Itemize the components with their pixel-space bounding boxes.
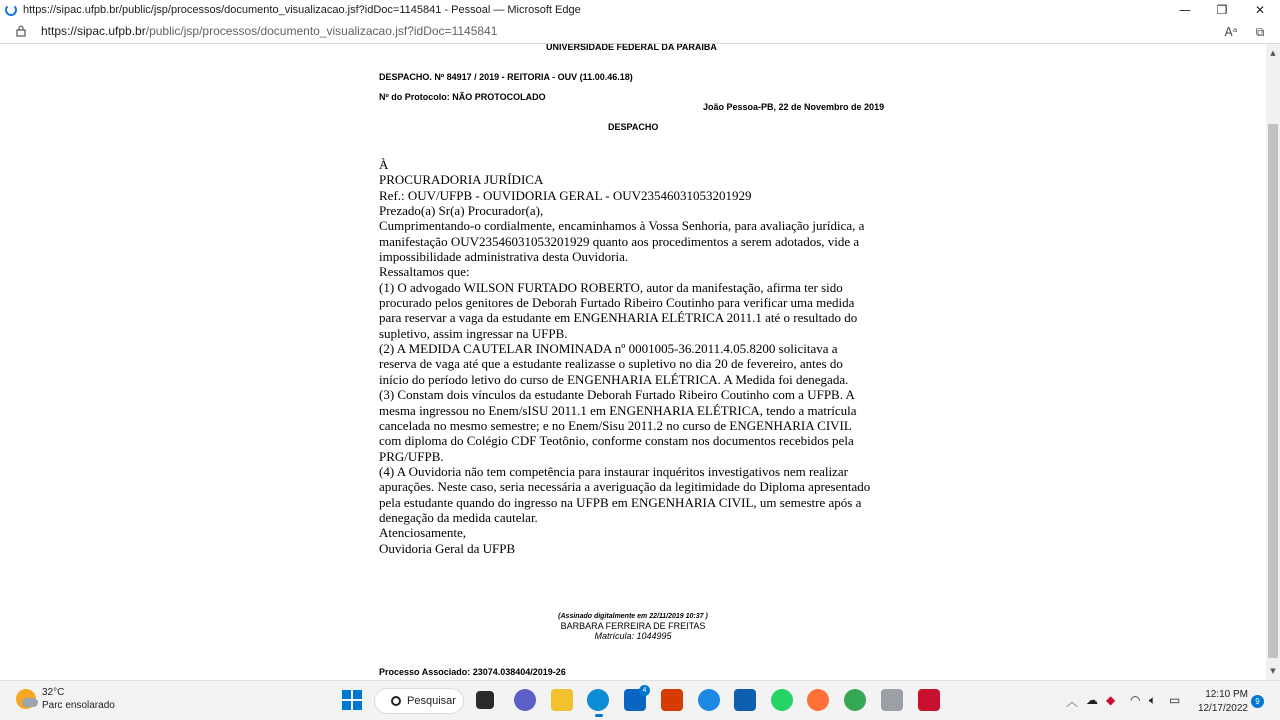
clock[interactable] [1186, 688, 1248, 716]
url-path: /public/jsp/processos/documento_visualizacao.jsf?idDoc=1145841 [145, 24, 498, 38]
title-bar [0, 0, 1280, 20]
search-label: Pesquisar [407, 695, 456, 707]
body-line: cancelada no mesmo semestre; e no Enem/Sisu 2011.2 no curso de ENGENHARIA CIVIL [379, 417, 852, 433]
taskbar [0, 680, 1280, 720]
body-line: Cumprimentando-o cordialmente, encaminhamos à Vossa Senhoria, para avaliação jurídica, a [379, 218, 865, 234]
maximize-button[interactable]: ❐ [1216, 3, 1228, 17]
loading-icon [5, 4, 17, 16]
chrome-icon[interactable] [844, 689, 866, 711]
clock-date: 12/17/2022 [1197, 703, 1248, 714]
snipping-tool-icon[interactable] [881, 689, 903, 711]
file-explorer-icon[interactable] [551, 689, 573, 711]
chat-icon[interactable] [514, 689, 536, 711]
body-line: (3) Constam dois vínculos da estudante Deborah Furtado Ribeiro Coutinho com a UFPB. A [379, 387, 855, 403]
body-line: À [379, 157, 389, 172]
windows-logo-icon [342, 690, 351, 699]
scroll-down-icon[interactable]: ▼ [1270, 667, 1276, 675]
vertical-scrollbar[interactable] [1266, 44, 1280, 680]
weather-temp: 32°C [42, 687, 65, 698]
address-bar [0, 20, 1280, 44]
document-body [379, 157, 889, 556]
signer-name: BARBARA FERREIRA DE FREITAS [560, 621, 706, 631]
body-line: início do período letivo do curso de ENGENHARIA ELÉTRICA. A Medida foi denegada. [379, 371, 849, 387]
weather-description: Parc ensolarado [42, 700, 115, 711]
signature-block [520, 612, 746, 642]
weather-widget[interactable] [16, 686, 115, 712]
associated-process: Processo Associado: 23074.038404/2019-26 [379, 667, 566, 677]
body-line: supletivo, assim ingressar na UFPB. [379, 325, 568, 341]
protocol-number: Nº do Protocolo: NÃO PROTOCOLADO [379, 92, 546, 102]
window-title: https://sipac.ufpb.br/public/jsp/processos/documento_visualizacao.jsf?idDoc=1145841 - Pessoal — Microsoft Edge [23, 4, 581, 16]
body-line: (4) A Ouvidoria não tem competência para instaurar inquéritos investigativos nem realizar [379, 463, 848, 479]
body-line: Ref.: OUV/UFPB - OUVIDORIA GERAL - OUV23546031053201929 [379, 187, 752, 203]
body-line: para reservar a vaga da estudante em ENGENHARIA ELÉTRICA 2011.1 até o resultado do [379, 310, 858, 326]
mail-icon[interactable] [624, 689, 646, 711]
notification-badge[interactable]: 9 [1251, 695, 1264, 708]
firefox-icon[interactable] [807, 689, 829, 711]
cloud-icon[interactable]: ☁ [1086, 693, 1098, 707]
university-header: UNIVERSIDADE FEDERAL DA PARAIBA [546, 44, 717, 52]
scrollbar-thumb[interactable] [1268, 124, 1278, 658]
url-host: https://sipac.ufpb.br [41, 24, 146, 38]
body-line: (2) A MEDIDA CAUTELAR INOMINADA nº 0001005-36.2011.4.05.8200 solicitava a [379, 341, 838, 357]
body-line: denegação da medida cautelar. [379, 509, 538, 525]
start-button[interactable] [341, 689, 363, 711]
read-aloud-button[interactable]: Aᵃ [1224, 25, 1238, 39]
lock-icon[interactable] [16, 25, 26, 37]
taskbar-search[interactable] [374, 688, 464, 714]
document-heading: DESPACHO [608, 122, 659, 132]
clock-time: 12:10 PM [1205, 689, 1248, 700]
body-line: PRG/UFPB. [379, 448, 444, 464]
office-icon[interactable] [661, 689, 683, 711]
search-icon [391, 696, 401, 706]
edge-browser-icon[interactable] [587, 689, 609, 711]
body-line: Ouvidoria Geral da UFPB [379, 540, 516, 556]
minimize-button[interactable]: — [1179, 3, 1191, 17]
despacho-number: DESPACHO. Nº 84917 / 2019 - REITORIA - OUV (11.00.46.18) [379, 72, 633, 82]
url-field[interactable] [41, 24, 497, 38]
signer-registration: Matrícula: 1044995 [594, 631, 672, 641]
split-screen-button[interactable]: ⧉ [1255, 24, 1265, 39]
scroll-up-icon[interactable]: ▲ [1270, 49, 1276, 57]
body-line: com diploma do Colégio CDF Teotônio, conforme constam nos documentos recebidos pela [379, 433, 854, 449]
body-line: Ressaltamos que: [379, 264, 470, 280]
body-line: pela estudante quando do ingresso na UFPB em ENGENHARIA CIVIL, um semestre após a [379, 494, 862, 510]
whatsapp-icon[interactable] [771, 689, 793, 711]
body-line: Atenciosamente, [379, 525, 466, 541]
signed-note: (Assinado digitalmente em 22/11/2019 10:37 ) [558, 613, 708, 620]
body-line: impossibilidade administrativa desta Ouvidoria. [379, 249, 629, 265]
weather-icon [16, 689, 36, 709]
security-tray-icon[interactable]: ◆ [1106, 693, 1116, 707]
app-icon[interactable] [698, 689, 720, 711]
volume-icon[interactable]: 🔈︎ [1149, 693, 1157, 707]
body-line: reserva de vaga até que a estudante realizasse o supletivo no dia 20 de fevereiro, antes do [379, 356, 843, 372]
body-line: Prezado(a) Sr(a) Procurador(a), [379, 203, 544, 219]
body-line: apurações. Neste caso, seria necessária a averiguação da legitimidade do Diploma apresentado [379, 479, 871, 495]
body-line: PROCURADORIA JURÍDICA [379, 172, 544, 188]
task-view-icon[interactable] [476, 691, 494, 709]
mcafee-icon[interactable] [918, 689, 940, 711]
wifi-icon[interactable]: ◠ [1130, 693, 1141, 707]
body-line: manifestação OUV23546031053201929 quanto aos procedimentos a serem adotados, vide a [379, 233, 860, 249]
close-button[interactable]: ✕ [1254, 3, 1266, 17]
body-line: (1) O advogado WILSON FURTADO ROBERTO, autor da manifestação, afirma ter sido [379, 279, 843, 295]
battery-icon[interactable]: ▭ [1169, 693, 1181, 707]
mail-badge: 4 [639, 685, 650, 696]
chevron-up-icon[interactable]: ︿ [1066, 695, 1079, 709]
body-line: procurado pelos genitores de Deborah Furtado Ribeiro Coutinho para verificar uma medida [379, 295, 855, 311]
store-icon[interactable] [734, 689, 756, 711]
document-date: João Pessoa-PB, 22 de Novembro de 2019 [703, 102, 885, 112]
body-line: mesma ingressou no Enem/sISU 2011.1 em ENGENHARIA ELÉTRICA, tendo a matrícula [379, 402, 857, 418]
active-indicator [595, 714, 603, 717]
document-page [0, 44, 1266, 680]
